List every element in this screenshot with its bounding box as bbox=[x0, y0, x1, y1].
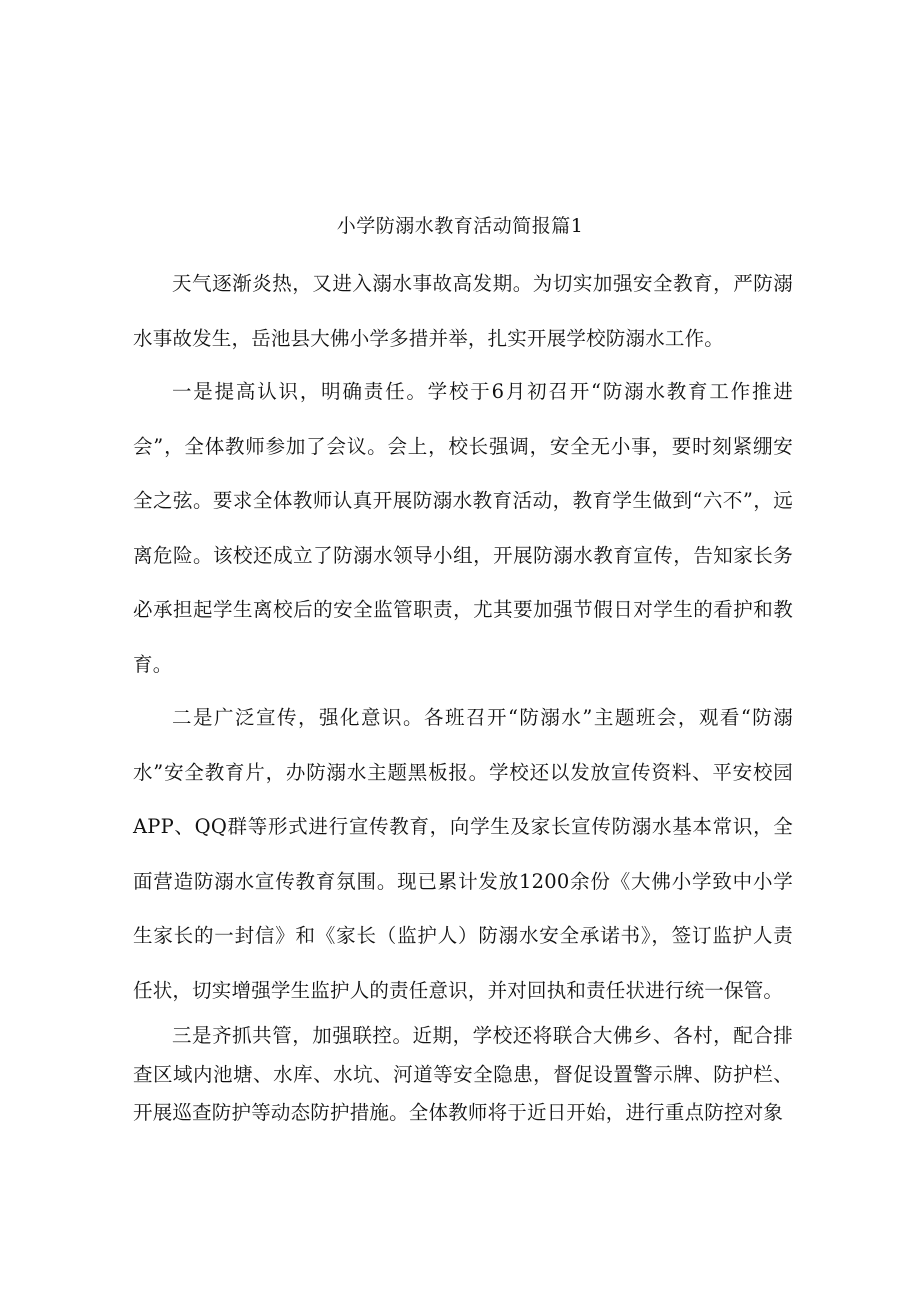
paragraph-responsibility: 一是提高认识，明确责任。学校于6月初召开“防溺水教育工作推进会”，全体教师参加了会议。会上，校长强调，安全无小事，要时刻紧绷安全之弦。要求全体教师认真开展防溺水教育活动，教育学生做到“六不”，远离危险。该校还成立了防溺水领导小组，开展防溺水教育宣传，告知家长务必承担起学生离校后的安全监管职责，尤其要加强节假日对学生的看护和教育。 bbox=[133, 380, 793, 676]
paragraph-joint-control: 三是齐抓共管，加强联控。近期，学校还将联合大佛乡、各村，配合排查区域内池塘、水库、水坑、河道等安全隐患，督促设置警示牌、防护栏、开展巡查防护等动态防护措施。全体教师将于近日开始，进行重点防控对象 bbox=[133, 1024, 793, 1124]
paragraph-intro: 天气逐渐炎热，又进入溺水事故高发期。为切实加强安全教育，严防溺水事故发生，岳池县大佛小学多措并举，扎实开展学校防溺水工作。 bbox=[133, 272, 793, 350]
document-title: 小学防溺水教育活动简报篇1 bbox=[336, 215, 584, 237]
paragraph-publicity: 二是广泛宣传，强化意识。各班召开“防溺水”主题班会，观看“防溺水”安全教育片，办防溺水主题黑板报。学校还以发放宣传资料、平安校园APP、QQ群等形式进行宣传教育，向学生及家长宣传防溺水基本常识，全面营造防溺水宣传教育氛围。现已累计发放1200余份《大佛小学致中小学生家长的一封信》和《家长（监护人）防溺水安全承诺书》，签订监护人责任状，切实增强学生监护人的责任意识，并对回执和责任状进行统一保管。 bbox=[133, 706, 793, 1002]
